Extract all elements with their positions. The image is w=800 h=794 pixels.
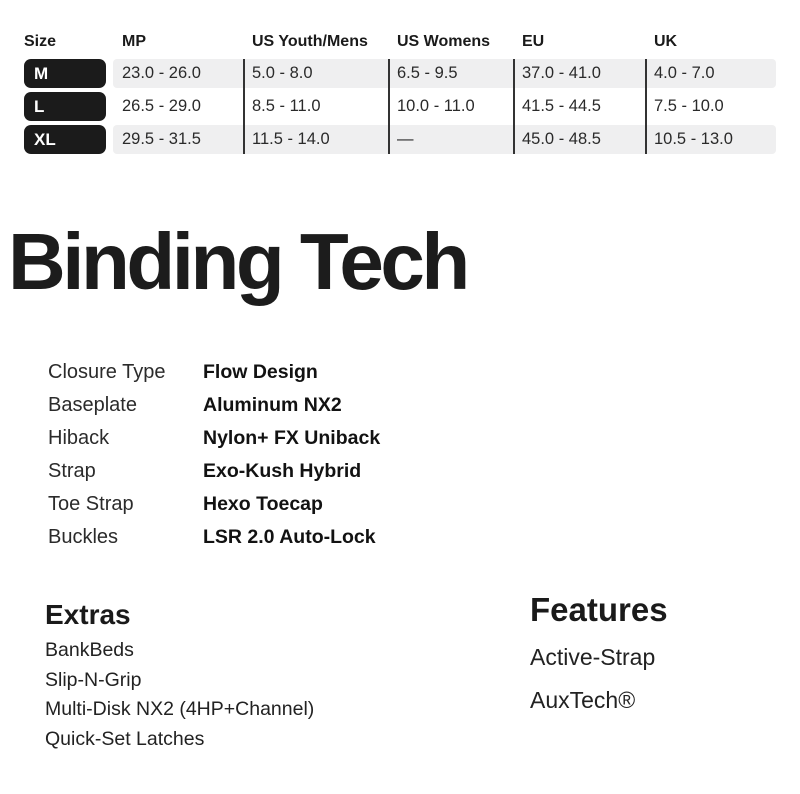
cell-us-youth-mens: 11.5 - 14.0 <box>252 130 330 148</box>
size-badge-cell <box>24 59 113 88</box>
cell-us-womens: 6.5 - 9.5 <box>397 64 458 82</box>
cell-eu: 41.5 - 44.5 <box>522 97 601 115</box>
table-row-values <box>113 92 776 121</box>
table-row-l <box>24 92 776 121</box>
size-badge-cell <box>24 92 113 121</box>
spec-label: Toe Strap <box>48 493 134 515</box>
spec-value: Exo-Kush Hybrid <box>203 460 362 482</box>
features-item: Active-Strap <box>530 644 656 670</box>
cell-us-womens: 10.0 - 11.0 <box>397 97 475 115</box>
column-divider <box>645 59 647 154</box>
spec-list <box>48 356 380 554</box>
cell-uk: 7.5 - 10.0 <box>654 97 724 115</box>
size-badge-m: M <box>24 59 106 88</box>
page-title: Binding Tech <box>8 217 467 306</box>
size-chart <box>24 31 776 158</box>
cell-us-youth-mens: 5.0 - 8.0 <box>252 64 313 82</box>
features-item: AuxTech® <box>530 687 636 713</box>
size-badge-cell <box>24 125 113 154</box>
size-chart-header-row <box>24 31 776 53</box>
cell-eu: 37.0 - 41.0 <box>522 64 601 82</box>
spec-value: Nylon+ FX Uniback <box>203 427 381 449</box>
cell-mp: 23.0 - 26.0 <box>122 64 201 82</box>
extras-item: BankBeds <box>45 639 134 661</box>
spec-row-strap <box>48 455 380 488</box>
features-section <box>530 590 668 722</box>
extras-item: Slip-N-Grip <box>45 668 142 691</box>
column-header-mp: MP <box>122 33 146 50</box>
cell-eu: 45.0 - 48.5 <box>522 130 601 148</box>
size-badge-l: L <box>24 92 106 121</box>
spec-row-hiback <box>48 422 380 455</box>
table-row-m <box>24 59 776 88</box>
extras-item: Multi-Disk NX2 (4HP+Channel) <box>45 698 315 720</box>
table-row-values <box>113 125 776 154</box>
spec-row-closure-type <box>48 356 380 389</box>
column-divider <box>243 59 245 154</box>
table-row-values <box>113 59 776 88</box>
cell-uk: 10.5 - 13.0 <box>654 130 733 148</box>
spec-value: Aluminum NX2 <box>203 394 342 416</box>
column-header-uk: UK <box>654 33 678 50</box>
spec-row-toe-strap <box>48 488 380 521</box>
extras-section <box>45 598 314 754</box>
spec-value: Flow Design <box>203 361 318 383</box>
cell-us-womens: — <box>397 130 414 148</box>
spec-label: Closure Type <box>48 361 166 383</box>
extras-list <box>45 636 314 754</box>
table-row-xl <box>24 125 776 154</box>
cell-uk: 4.0 - 7.0 <box>654 64 715 82</box>
cell-mp: 29.5 - 31.5 <box>122 130 201 148</box>
spec-row-buckles <box>48 521 380 554</box>
column-divider <box>513 59 515 154</box>
extras-title: Extras <box>45 599 131 630</box>
column-header-eu: EU <box>522 33 545 50</box>
features-title: Features <box>530 591 668 628</box>
spec-label: Buckles <box>48 526 119 548</box>
cell-mp: 26.5 - 29.0 <box>122 97 201 115</box>
size-badge-xl: XL <box>24 125 106 154</box>
extras-item: Quick-Set Latches <box>45 727 205 750</box>
column-header-us-womens: US Womens <box>397 33 491 50</box>
spec-label: Baseplate <box>48 394 137 416</box>
column-header-size: Size <box>24 33 57 50</box>
cell-us-youth-mens: 8.5 - 11.0 <box>252 97 321 115</box>
features-list <box>530 636 668 722</box>
spec-label: Strap <box>48 460 96 482</box>
spec-value: Hexo Toecap <box>203 493 323 515</box>
spec-row-baseplate <box>48 389 380 422</box>
column-divider <box>388 59 390 154</box>
spec-value: LSR 2.0 Auto-Lock <box>203 526 376 548</box>
spec-label: Hiback <box>48 427 110 449</box>
column-header-us-youth-mens: US Youth/Mens <box>252 33 368 50</box>
